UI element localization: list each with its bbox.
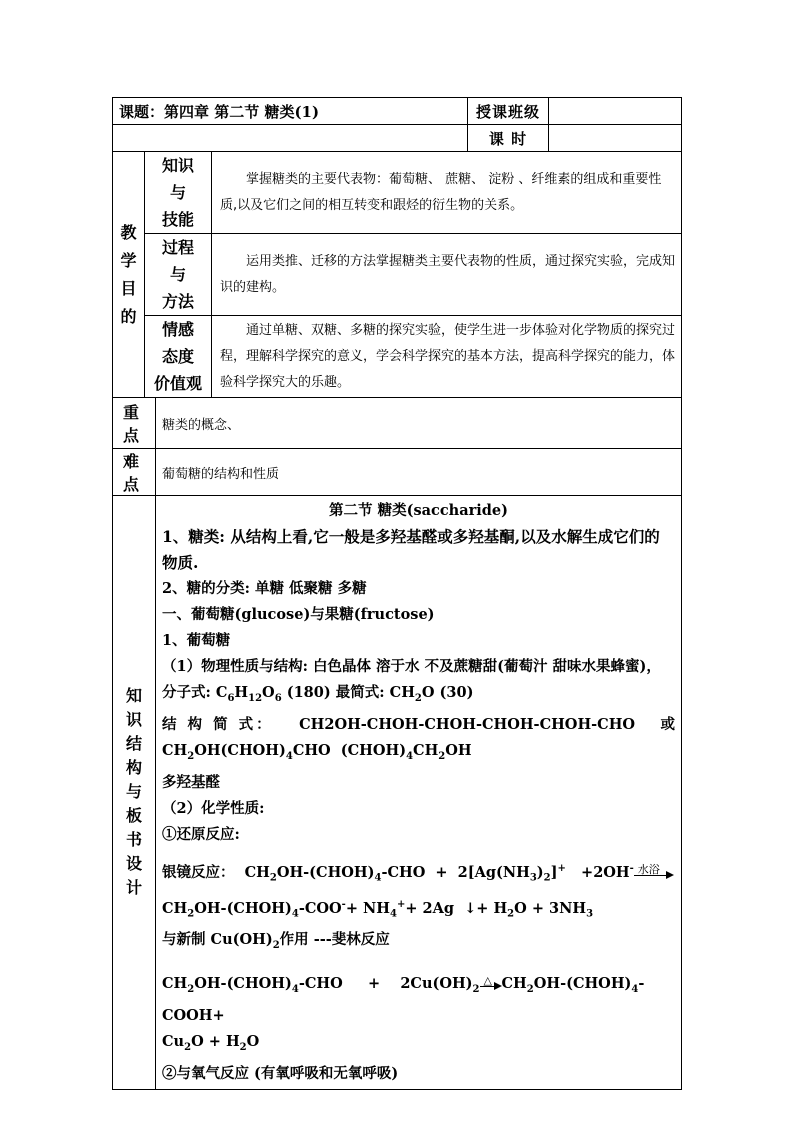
silver-mirror-products: $CH_2OH-(CHOH)_4-COO^-+ NH_4^++ 2Ag$ ↓+ $H_2O + 3NH_3$ xyxy=(162,898,594,920)
glucose-heading: 1、葡萄糖 xyxy=(162,632,231,649)
design-label: 知 识 结 构 与 板 书 设 计 xyxy=(113,496,156,1090)
fehling-heading: 与新制 $Cu(OH)_2$作用 ---斐林反应 xyxy=(162,931,390,952)
objective-text-knowledge: 掌握糖类的主要代表物：葡萄糖、 蔗糖、 淀粉 、纤维素的组成和重要性质,以及它们之间的相互转变和跟烃的衍生物的关系。 xyxy=(212,152,682,234)
key-points-label: 重 点 xyxy=(113,398,156,449)
difficulties-text: 葡萄糖的结构和性质 xyxy=(156,449,682,496)
reaction-arrow-heat: △ xyxy=(480,977,502,991)
classification-text: 2、糖的分类: 单糖 低聚糖 多糖 xyxy=(162,580,367,597)
lesson-topic: 课题：第四章 第二节 糖类(1) xyxy=(113,98,468,125)
oxygen-reaction-heading: ②与氧气反应 (有氧呼吸和无氧呼吸) xyxy=(162,1064,399,1082)
physical-properties: （1）物理性质与结构: 白色晶体 溶于水 不及蔗糖甜(葡萄汁 甜味水果蜂蜜)，分子式: $C_6H_{12}O_6$ (180) 最简式: $CH_2O$ (30) xyxy=(162,658,661,704)
reaction-arrow-water-bath: 水浴 xyxy=(634,866,674,880)
hours-label: 课 时 xyxy=(468,125,549,152)
silver-mirror-equation: 银镜反应： $CH_2OH-(CHOH)_4$-CHO + $2[Ag(NH_3)_2]^+ +2OH^-$ 水浴 xyxy=(162,856,675,892)
board-design-content xyxy=(156,496,682,1090)
definition-text: 1、糖类: 从结构上看,它一般是多羟基醛或多羟基酮,以及水解生成它们的物质. xyxy=(162,527,660,572)
objective-text-process: 运用类推、迁移的方法掌握糖类主要代表物的性质，通过探究实验，完成知识的建构。 xyxy=(212,234,682,316)
lesson-plan-table xyxy=(112,97,682,1090)
structural-formula-line: 结 构 简 式： CH2OH-CHOH-CHOH-CHOH-CHOH-CHO 或 xyxy=(162,715,676,733)
part-one-heading: 一、葡萄糖(glucose)与果糖(fructose) xyxy=(162,606,435,623)
difficulties-label: 难 点 xyxy=(113,449,156,496)
chemical-properties-heading: （2）化学性质: xyxy=(162,799,265,817)
objective-label-emotion: 情感 态度 价值观 xyxy=(145,316,212,398)
class-value-cell xyxy=(549,98,682,125)
topic-blank-cell xyxy=(113,125,468,152)
section-title: 第二节 糖类(saccharide) xyxy=(329,502,508,519)
objective-label-process: 过程 与 方法 xyxy=(145,234,212,316)
structural-formula-alt: $CH_2OH(CHOH)_4CHO$ $(CHOH)_4CH_2OH$ xyxy=(162,741,472,762)
fehling-equation: $CH_2OH-(CHOH)_4$-CHO + $2Cu(OH)_2$ △ $CH_2OH-(CHOH)_4-COOH+$ xyxy=(162,974,645,1024)
key-points-text: 糖类的概念、 xyxy=(156,398,682,449)
class-label: 授课班级 xyxy=(468,98,549,125)
objective-label-knowledge: 知识 与 技能 xyxy=(145,152,212,234)
objective-text-emotion: 通过单糖、双糖、多糖的探究实验，使学生进一步体验对化学物质的探究过程，理解科学探究的意义，学会科学探究的基本方法，提高科学探究的能力，体验科学探究大的乐趣。 xyxy=(212,316,682,398)
hours-value-cell xyxy=(549,125,682,152)
objectives-label: 教 学 目 的 xyxy=(113,152,145,398)
reduction-heading: ①还原反应: xyxy=(162,825,240,843)
polyhydroxy-aldehyde: 多羟基醛 xyxy=(162,773,220,791)
fehling-products: $Cu_2O + H_2O$ xyxy=(162,1033,260,1053)
